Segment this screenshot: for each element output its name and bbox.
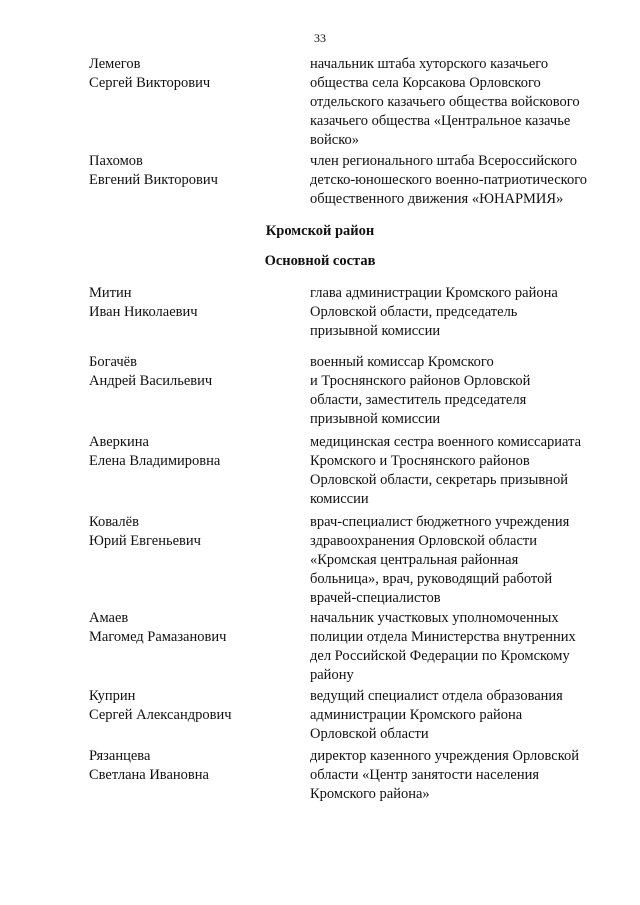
person-name	[89, 433, 294, 471]
desc-line: и Троснянского районов Орловской	[310, 373, 531, 389]
surname: Пахомов	[89, 153, 143, 169]
desc-line: Кромского и Троснянского районов	[310, 453, 530, 469]
desc-line: казачьего общества «Центральное казачье	[310, 113, 571, 129]
position-description	[310, 55, 610, 150]
position-description	[310, 609, 610, 685]
person-name	[89, 747, 294, 785]
surname: Лемегов	[89, 56, 141, 72]
desc-line: глава администрации Кромского района	[310, 285, 558, 301]
surname: Рязанцева	[89, 748, 151, 764]
desc-line: комиссии	[310, 491, 369, 507]
position-description	[310, 433, 610, 509]
desc-line: району	[310, 667, 354, 683]
desc-line: области «Центр занятости населения	[310, 767, 540, 783]
desc-line: дел Российской Федерации по Кромскому	[310, 648, 570, 664]
surname: Ковалёв	[89, 514, 139, 530]
person-name	[89, 152, 294, 190]
desc-line: войско»	[310, 132, 360, 148]
desc-line: медицинская сестра военного комиссариата	[310, 434, 582, 450]
desc-line: области, заместитель председателя	[310, 392, 527, 408]
desc-line: Орловской области, секретарь призывной	[310, 472, 568, 488]
district-title: Кромской район	[265, 223, 375, 239]
surname: Аверкина	[89, 434, 149, 450]
desc-line: ведущий специалист отдела образования	[310, 688, 563, 704]
person-name	[89, 284, 294, 322]
given-name: Сергей Александрович	[89, 707, 232, 723]
desc-line: врачей-специалистов	[310, 590, 441, 606]
desc-line: отдельского казачьего общества войскового	[310, 94, 580, 110]
person-name	[89, 687, 294, 725]
desc-line: начальник участковых уполномоченных	[310, 610, 559, 626]
person-name	[89, 609, 294, 647]
given-name: Иван Николаевич	[89, 304, 198, 320]
desc-line: Орловской области	[310, 726, 429, 742]
surname: Митин	[89, 285, 132, 301]
desc-line: призывной комиссии	[310, 411, 441, 427]
desc-line: детско-юношеского военно-патриотического	[310, 172, 588, 188]
given-name: Андрей Васильевич	[89, 373, 213, 389]
desc-line: директор казенного учреждения Орловской	[310, 748, 580, 764]
desc-line: военный комиссар Кромского	[310, 354, 494, 370]
desc-line: здравоохранения Орловской области	[310, 533, 537, 549]
desc-line: член регионального штаба Всероссийского	[310, 153, 577, 169]
given-name: Елена Владимировна	[89, 453, 221, 469]
person-name	[89, 513, 294, 551]
position-description	[310, 687, 610, 744]
desc-line: начальник штаба хуторского казачьего	[310, 56, 549, 72]
desc-line: общества села Корсакова Орловского	[310, 75, 541, 91]
position-description	[310, 353, 610, 429]
position-description	[310, 284, 610, 341]
position-description	[310, 152, 610, 209]
person-name	[89, 55, 294, 93]
desc-line: призывной комиссии	[310, 323, 441, 339]
section-title: Основной состав	[264, 253, 376, 269]
page-number: 33	[314, 31, 326, 45]
surname: Куприн	[89, 688, 136, 704]
surname: Амаев	[89, 610, 129, 626]
given-name: Сергей Викторович	[89, 75, 211, 91]
given-name: Юрий Евгеньевич	[89, 533, 201, 549]
desc-line: «Кромская центральная районная	[310, 552, 519, 568]
given-name: Магомед Рамазанович	[89, 629, 227, 645]
desc-line: Орловской области, председатель	[310, 304, 518, 320]
given-name: Светлана Ивановна	[89, 767, 209, 783]
given-name: Евгений Викторович	[89, 172, 218, 188]
desc-line: общественного движения «ЮНАРМИЯ»	[310, 191, 564, 207]
desc-line: больница», врач, руководящий работой	[310, 571, 553, 587]
position-description	[310, 747, 610, 804]
desc-line: администрации Кромского района	[310, 707, 523, 723]
surname: Богачёв	[89, 354, 137, 370]
desc-line: Кромского района»	[310, 786, 430, 802]
position-description	[310, 513, 610, 608]
person-name	[89, 353, 294, 391]
desc-line: полиции отдела Министерства внутренних	[310, 629, 576, 645]
desc-line: врач-специалист бюджетного учреждения	[310, 514, 570, 530]
